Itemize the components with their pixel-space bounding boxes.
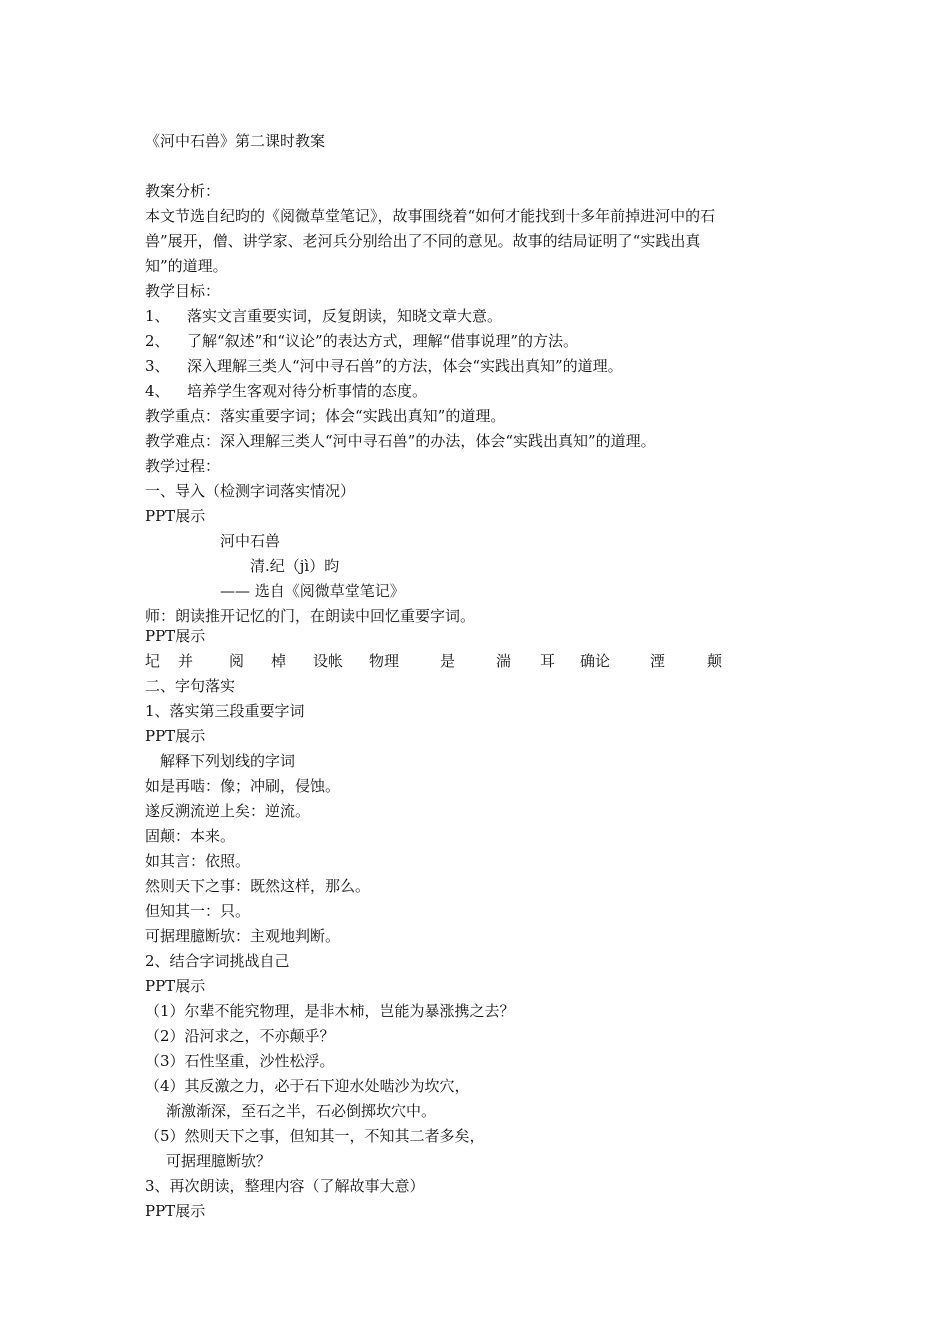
goal-item xyxy=(145,332,578,350)
sentence-continuation: 可据理臆断欤？ xyxy=(166,1152,272,1170)
goal-text: 培养学生客观对待分析事情的态度。 xyxy=(187,382,428,400)
goal-item xyxy=(145,357,623,375)
vocab-word: 棹 xyxy=(271,652,287,670)
goal-text: 深入理解三类人“河中寻石兽”的方法，体会“实践出真知”的道理。 xyxy=(187,357,623,375)
sentence-continuation: 渐激渐深，至石之半，石必倒掷坎穴中。 xyxy=(166,1102,437,1120)
sub-heading: 3、再次朗读，整理内容（了解故事大意） xyxy=(145,1177,425,1195)
explain-item: 如其言：依照。 xyxy=(145,852,251,870)
ppt-label: PPT展示 xyxy=(145,507,206,525)
section-heading: 二、字句落实 xyxy=(145,677,236,695)
sub-heading: 2、结合字词挑战自己 xyxy=(145,952,290,970)
ppt-label: PPT展示 xyxy=(145,627,206,645)
vocab-word: 阅 xyxy=(229,652,245,670)
explain-item: 但知其一：只。 xyxy=(145,902,251,920)
explain-item: 固颠：本来。 xyxy=(145,827,236,845)
goal-number: 3、 xyxy=(145,357,170,375)
vocab-word: 并 xyxy=(178,652,194,670)
explain-item: 遂反溯流逆上矣：逆流。 xyxy=(145,802,311,820)
sentence-item: （5）然则天下之事，但知其一，不知其二者多矣， xyxy=(145,1127,485,1145)
goal-text: 落实文言重要实词，反复朗读，知晓文章大意。 xyxy=(187,307,503,325)
ppt-label: PPT展示 xyxy=(145,727,206,745)
process-heading: 教学过程： xyxy=(145,457,221,475)
document-title: 《河中石兽》第二课时教案 xyxy=(145,132,326,150)
vocab-row xyxy=(145,652,745,670)
slide-title: 河中石兽 xyxy=(220,532,281,550)
sentence-item: （1）尔辈不能究物理，是非木柿，岂能为暴涨携之去？ xyxy=(145,1002,515,1020)
sub-heading: 1、落实第三段重要字词 xyxy=(145,702,305,720)
teacher-line: 师：朗读推开记忆的门，在朗读中回忆重要字词。 xyxy=(145,607,476,625)
difficulty-point: 教学难点：深入理解三类人“河中寻石兽”的办法，体会“实践出真知”的道理。 xyxy=(145,432,656,450)
slide-source: —— 选自《阅微草堂笔记》 xyxy=(220,582,405,600)
analysis-line: 知”的道理。 xyxy=(145,257,228,275)
ppt-label: PPT展示 xyxy=(145,1202,206,1220)
vocab-word: 确论 xyxy=(580,652,611,670)
goal-text: 了解“叙述”和“议论”的表达方式，理解“借事说理”的方法。 xyxy=(187,332,579,350)
vocab-word: 设帐 xyxy=(313,652,344,670)
section-heading: 一、导入（检测字词落实情况） xyxy=(145,482,356,500)
goal-number: 2、 xyxy=(145,332,170,350)
analysis-heading: 教案分析： xyxy=(145,182,221,200)
key-point: 教学重点：落实重要字词；体会“实践出真知”的道理。 xyxy=(145,407,506,425)
explain-prompt: 解释下列划线的字词 xyxy=(160,752,296,770)
goal-item xyxy=(145,307,502,325)
explain-item: 如是再啮：像；冲刷，侵蚀。 xyxy=(145,777,341,795)
goals-heading: 教学目标： xyxy=(145,282,221,300)
sentence-item: （2）沿河求之，不亦颠乎？ xyxy=(145,1027,335,1045)
vocab-word: 湍 xyxy=(496,652,512,670)
analysis-line: 兽”展开，僧、讲学家、老河兵分别给出了不同的意见。故事的结局证明了“实践出真 xyxy=(145,232,701,250)
goal-item xyxy=(145,382,427,400)
analysis-line: 本文节选自纪昀的《阅微草堂笔记》，故事围绕着“如何才能找到十多年前掉进河中的石 xyxy=(145,207,716,225)
goal-number: 1、 xyxy=(145,307,170,325)
sentence-item: （4）其反激之力，必于石下迎水处啮沙为坎穴， xyxy=(145,1077,470,1095)
goal-number: 4、 xyxy=(145,382,170,400)
vocab-word: 是 xyxy=(440,652,456,670)
vocab-word: 湮 xyxy=(650,652,666,670)
explain-item: 可据理臆断欤：主观地判断。 xyxy=(145,927,341,945)
explain-item: 然则天下之事：既然这样，那么。 xyxy=(145,877,371,895)
vocab-word: 颠 xyxy=(707,652,723,670)
sentence-item: （3）石性坚重，沙性松浮。 xyxy=(145,1052,335,1070)
vocab-word: 物理 xyxy=(369,652,400,670)
slide-author: 清.纪（jì）昀 xyxy=(250,557,340,575)
ppt-label: PPT展示 xyxy=(145,977,206,995)
vocab-word: 耳 xyxy=(540,652,556,670)
vocab-word: 圮 xyxy=(145,652,161,670)
